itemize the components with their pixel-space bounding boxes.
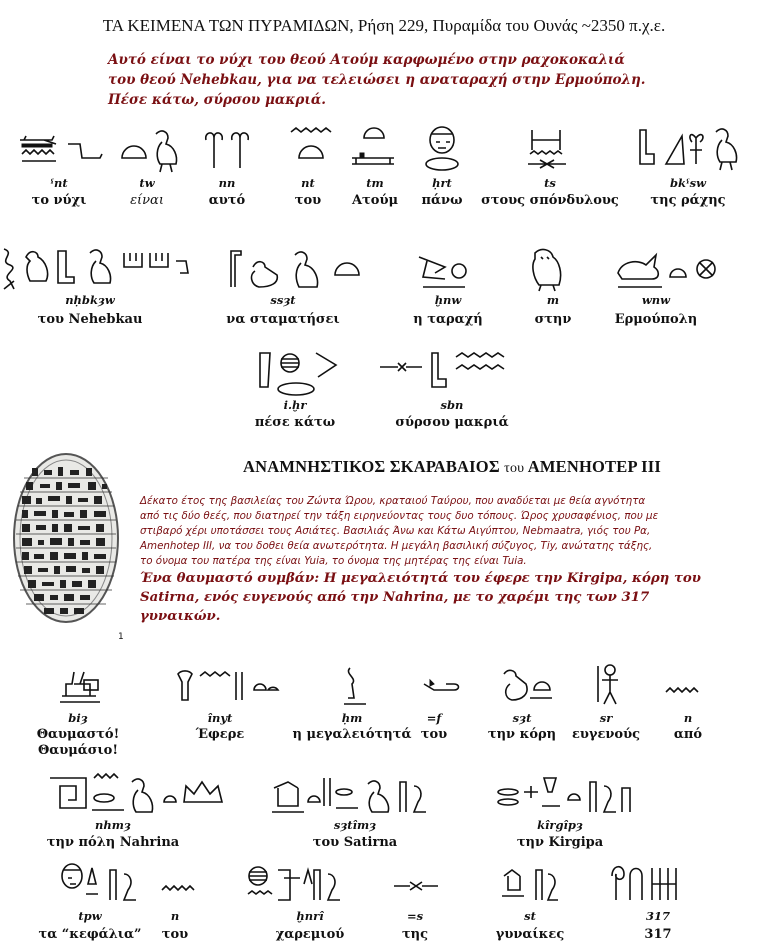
translit-nt: nt — [301, 176, 315, 190]
gloss-wnw: Ερμούπολη — [614, 312, 698, 327]
gloss-inyt: Έφερε — [195, 727, 245, 742]
gloss-hrt: πάνω — [421, 193, 463, 208]
gloss-sbn: σύρσου μακριά — [395, 415, 509, 430]
translit-hrt: ḥrt — [432, 176, 452, 190]
translit-nhbkaw: nḥbkȝw — [65, 293, 115, 307]
hieroglyph-group-nn — [200, 128, 260, 174]
hieroglyph-group-nt — [287, 124, 337, 174]
hieroglyph-group-tpw — [58, 860, 138, 906]
gloss-ant: το νύχι — [31, 193, 87, 208]
hieroglyph-group-sat — [500, 664, 556, 708]
translit-inyt: înyt — [207, 711, 233, 725]
heading-main: ΑΝΑΜΝΗΣΤΙΚΟΣ ΣΚΑΡΑΒΑΙΟΣ — [242, 457, 500, 476]
translit-kirgipa: kîrgîpȝ — [537, 818, 583, 832]
hieroglyph-owl-m — [523, 245, 569, 293]
translit-n2: n — [170, 909, 180, 923]
hieroglyph-group-ant — [16, 128, 106, 174]
gloss-hm: η μεγαλειότητά — [292, 727, 412, 742]
hieroglyph-group-ihr — [256, 347, 356, 397]
desc-bold-line: Ένα θαυμαστό συμβάν: Η μεγαλειότητά του έφερε την Kirgipa, κόρη του — [140, 571, 702, 586]
translit-s: =s — [406, 909, 424, 923]
hieroglyph-group-wnw — [612, 247, 722, 293]
scarab-description — [140, 494, 760, 626]
intro-line: Αυτό είναι το νύχι του θεού Ατούμ καρφωμένο στην ραχοκοκαλιά — [108, 52, 625, 68]
intro-line: του θεού Nehebkau, για να τελειώσει η αναταραχή στην Ερμούπολη. — [108, 72, 646, 88]
desc-line: Δέκατο έτος της βασιλείας του Ζώντα Ώρου, κραταιού Ταύρου, που αναδύεται με θεία αγνότητα — [140, 495, 646, 507]
hieroglyph-bolt-s — [392, 876, 442, 896]
translit-bia: biȝ — [68, 711, 88, 725]
gloss-317: 317 — [644, 927, 672, 942]
hieroglyph-group-tm — [346, 124, 402, 174]
hieroglyph-group-sr — [590, 662, 630, 708]
translit-hnw: ḫnw — [434, 293, 462, 307]
heading-end: ΑΜΕΝΗΟΤΕΡ ΙΙΙ — [527, 457, 661, 476]
translit-hnri: ḫnrî — [296, 909, 324, 923]
scarab-image — [10, 452, 124, 642]
hieroglyph-group-bksw — [630, 124, 750, 174]
gloss-hnri: χαρεμιού — [275, 927, 345, 942]
translit-sat: sȝt — [512, 711, 532, 725]
gloss-nhbkaw: του Nehebkau — [37, 312, 143, 327]
gloss-ssat: να σταματήσει — [226, 312, 340, 327]
translit-nhma: nhmȝ — [95, 818, 131, 832]
translit-wnw: wnw — [641, 293, 671, 307]
desc-bold-line: Satirna, ενός ευγενούς από την Nahrina, με το χαρέμι της των 317 — [140, 590, 650, 605]
gloss-nt: του — [294, 193, 322, 208]
hieroglyph-group-st — [500, 860, 560, 906]
translit-sr: sr — [599, 711, 613, 725]
hieroglyph-group-ts — [520, 126, 574, 176]
translit-ssat: ssȝt — [270, 293, 296, 307]
translit-n: n — [683, 711, 693, 725]
gloss-sr: ευγενούς — [571, 727, 641, 742]
hieroglyph-group-kirgipa — [494, 772, 644, 820]
gloss-n: από — [673, 727, 703, 742]
desc-line: το όνομα του πατέρα της είναι Yuia, το όνομα της μητέρας της είναι Tuia. — [140, 555, 527, 567]
hieroglyph-group-hm — [340, 664, 370, 708]
gloss-n2: του — [161, 927, 189, 942]
hieroglyph-group-hnri — [244, 860, 354, 906]
gloss-ts: στους σπόνδυλους — [481, 193, 619, 208]
translit-hm: ḥm — [341, 711, 363, 725]
gloss-sat: την κόρη — [487, 727, 557, 742]
translit-ant: ˁnt — [50, 176, 68, 190]
translit-tw: tw — [139, 176, 155, 190]
translit-nn: nn — [218, 176, 236, 190]
gloss-bia: Θαυμαστό! — [36, 727, 120, 742]
page-title: ΤΑ ΚΕΙΜΕΝΑ ΤΩΝ ΠΥΡΑΜΙΔΩΝ, Ρήση 229, Πυραμίδα του Ουνάς ~2350 π.χ.ε. — [102, 16, 666, 35]
gloss-m: στην — [534, 312, 572, 327]
gloss-ihr: πέσε κάτω — [254, 415, 336, 430]
translit-tm: tm — [366, 176, 384, 190]
hieroglyph-group-nhma — [46, 772, 236, 820]
section-heading — [172, 457, 732, 477]
gloss-satirna: του Satirna — [312, 835, 398, 850]
hieroglyph-group-hnw — [415, 247, 475, 293]
gloss-tw: είναι — [130, 193, 164, 208]
hieroglyph-group-ssat — [225, 245, 365, 293]
translit-sbn: sbn — [440, 398, 464, 412]
hieroglyph-group-hrt — [418, 124, 468, 176]
gloss-tpw: τα “κεφάλια” — [38, 927, 142, 942]
desc-line: από τις δύο θεές, που διατηρεί την τάξη ειρηνεύοντας τους δυο τόπους. Ώρος χρυσαφένιος, που με — [140, 510, 659, 522]
hieroglyph-group-inyt — [170, 666, 280, 708]
hieroglyph-group-satirna — [268, 772, 448, 820]
translit-tpw: tpw — [78, 909, 102, 923]
translit-ts: ts — [544, 176, 556, 190]
desc-line: Amenhotep III, να του δοθει θεία ανωτερότητα. Η μεγάλη βασιλική σύζυγος, Tiy, ανώτατης τάξης, — [140, 540, 653, 552]
heading-small: του — [504, 461, 525, 476]
translit-bksw: bkˁsw — [670, 176, 706, 190]
hieroglyph-numeral-317 — [608, 860, 688, 906]
hieroglyph-group-tw — [118, 128, 184, 174]
scarab-mark: 1 — [118, 632, 124, 642]
gloss-bksw: της ράχης — [650, 193, 726, 208]
gloss-bia-2: Θαυμάσιο! — [37, 743, 119, 758]
intro-translation — [108, 50, 748, 110]
translit-317: 317 — [645, 909, 670, 923]
desc-bold-line: γυναικών. — [140, 609, 221, 624]
hieroglyph-water-n — [664, 682, 704, 698]
hieroglyph-group-nhbkaw — [0, 243, 200, 293]
translit-m: m — [546, 293, 560, 307]
gloss-tm: Ατούμ — [351, 193, 399, 208]
hieroglyph-water-n2 — [160, 880, 202, 896]
desc-line: στιβαρό χέρι υποτάσσει τους Ασιάτες. Βασιλιάς Άνω και Κάτω Αιγύπτου, Nebmaatra, γιός του Ρα, — [140, 525, 651, 537]
gloss-kirgipa: την Kirgipa — [516, 835, 604, 850]
translit-ihr: i.ḫr — [283, 398, 307, 412]
hieroglyph-viper-f — [420, 672, 464, 702]
gloss-nhma: την πόλη Nahrina — [46, 835, 180, 850]
gloss-hnw: η ταραχή — [413, 312, 483, 327]
intro-line: Πέσε κάτω, σύρσου μακριά. — [108, 92, 326, 108]
translit-f: =f — [426, 711, 442, 725]
gloss-s: της — [401, 927, 429, 942]
gloss-nn: αυτό — [208, 193, 246, 208]
gloss-f: του — [420, 727, 448, 742]
hieroglyph-group-sbn — [376, 347, 526, 397]
gloss-st: γυναίκες — [495, 927, 565, 942]
translit-st: st — [524, 909, 536, 923]
hieroglyph-group-bia — [56, 662, 106, 708]
translit-satirna: sȝtîmȝ — [333, 818, 377, 832]
